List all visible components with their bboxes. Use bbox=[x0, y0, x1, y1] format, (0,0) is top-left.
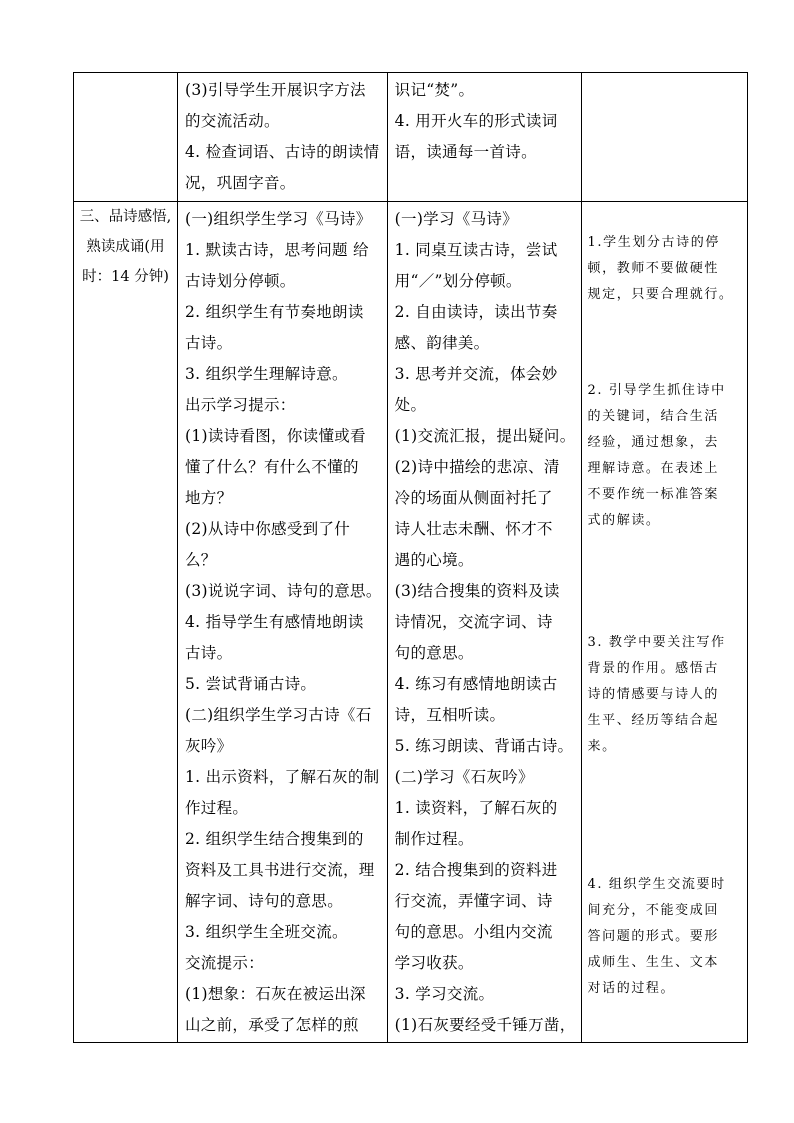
text-line: 3. 组织学生全班交流。 bbox=[185, 923, 348, 941]
text-line: 灰吟》 bbox=[185, 737, 233, 755]
text-line: 冷的场面从侧面衬托了 bbox=[394, 489, 553, 507]
text-line: 古诗。 bbox=[185, 644, 233, 662]
note-line: 诗的情感要与诗人的 bbox=[587, 687, 719, 702]
text-line: 1. 出示资料，了解石灰的制 bbox=[185, 768, 380, 786]
note-spacer bbox=[588, 308, 742, 378]
text-line: 4. 练习有感情地朗读古 bbox=[394, 675, 558, 693]
note-line: 1.学生划分古诗的停 bbox=[587, 235, 720, 250]
text-line: (1)读诗看图，你读懂或看 bbox=[185, 427, 366, 445]
phase-cell bbox=[74, 202, 178, 1043]
note-line: 经验，通过想象，去 bbox=[587, 435, 719, 450]
text-line: (3)结合搜集的资料及读 bbox=[394, 582, 560, 600]
phase-label: 熟读成诵(用 bbox=[86, 239, 165, 255]
text-line: 学习收获。 bbox=[394, 954, 474, 972]
text-line: 行交流，弄懂字词、诗 bbox=[394, 892, 553, 910]
text-line: 2. 自由读诗，读出节奏 bbox=[394, 303, 558, 321]
text-line: (3)说说字词、诗句的意思。 bbox=[185, 582, 382, 600]
note-line: 不要作统一标准答案 bbox=[587, 487, 719, 502]
text-line: 3. 思考并交流，体会妙 bbox=[394, 365, 558, 383]
text-line: 4. 检查词语、古诗的朗读情 bbox=[185, 143, 380, 161]
text-line: 的交流活动。 bbox=[185, 112, 280, 130]
design-note bbox=[588, 872, 742, 1002]
text-line: (1)石灰要经受千锤万凿， bbox=[394, 1016, 576, 1034]
design-note-cell bbox=[581, 202, 747, 1043]
text-line: 出示学习提示： bbox=[185, 396, 296, 414]
text-line: 地方？ bbox=[185, 489, 233, 507]
text-line: 用“／”划分停顿。 bbox=[394, 272, 522, 290]
lesson-plan-table bbox=[73, 72, 748, 1043]
text-line: 懂了什么？有什么不懂的 bbox=[185, 458, 359, 476]
note-line: 式的解读。 bbox=[587, 513, 661, 528]
text-line: 诗情况，交流字词、诗 bbox=[394, 613, 553, 631]
text-line: 2. 组织学生有节奏地朗读 bbox=[185, 303, 364, 321]
text-line: 况，巩固字音。 bbox=[185, 174, 296, 192]
text-line: 2. 结合搜集到的资料进 bbox=[394, 861, 558, 879]
text-line: 1. 读资料，了解石灰的 bbox=[394, 799, 558, 817]
text-line: 语，读通每一首诗。 bbox=[394, 143, 537, 161]
note-line: 顿，教师不要做硬性 bbox=[587, 261, 719, 276]
text-line: 诗，互相听读。 bbox=[394, 706, 506, 724]
text-line: 4. 用开火车的形式读词 bbox=[394, 112, 558, 130]
note-spacer bbox=[588, 534, 742, 630]
text-line: 感、韵律美。 bbox=[394, 334, 490, 352]
note-line: 背景的作用。感悟古 bbox=[587, 661, 719, 676]
note-line: 来。 bbox=[587, 739, 617, 754]
note-line: 理解诗意。在表述上 bbox=[587, 461, 719, 476]
student-activity-cell bbox=[387, 73, 581, 202]
text-line: 诗人壮志未酬、怀才不 bbox=[394, 520, 553, 538]
design-note bbox=[588, 378, 742, 534]
note-line: 生平、经历等结合起 bbox=[587, 713, 719, 728]
text-line: 识记“焚”。 bbox=[394, 81, 475, 99]
note-line: 成师生、生生、文本 bbox=[587, 955, 719, 970]
text-line: (1)想象：石灰在被运出深 bbox=[185, 985, 366, 1003]
text-line: (2)诗中描绘的悲凉、清 bbox=[394, 458, 560, 476]
text-line: 5. 练习朗读、背诵古诗。 bbox=[394, 737, 574, 755]
teacher-activity-cell bbox=[178, 202, 388, 1043]
note-line: 间充分，不能变成回 bbox=[587, 903, 719, 918]
design-note-cell bbox=[581, 73, 747, 202]
table-row bbox=[74, 73, 748, 202]
text-line: 制作过程。 bbox=[394, 830, 474, 848]
note-line: 的关键词，结合生活 bbox=[587, 409, 719, 424]
note-line: 3. 教学中要关注写作 bbox=[587, 635, 726, 650]
text-line: 交流提示： bbox=[185, 954, 265, 972]
note-line: 对话的过程。 bbox=[587, 981, 676, 996]
text-line: 古诗。 bbox=[185, 334, 233, 352]
text-line: 作过程。 bbox=[185, 799, 249, 817]
text-line: (3)引导学生开展识字方法 bbox=[185, 81, 366, 99]
table-row bbox=[74, 202, 748, 1043]
text-line: (一)组织学生学习《马诗》 bbox=[185, 210, 372, 228]
text-line: 么？ bbox=[185, 551, 217, 569]
teacher-activity-cell bbox=[178, 73, 388, 202]
text-line: 4. 指导学生有感情地朗读 bbox=[185, 613, 364, 631]
text-line: 5. 尝试背诵古诗。 bbox=[185, 675, 317, 693]
text-line: 3. 学习交流。 bbox=[394, 985, 495, 1003]
text-line: 句的意思。小组内交流 bbox=[394, 923, 553, 941]
text-line: 遇的心境。 bbox=[394, 551, 474, 569]
design-note bbox=[588, 230, 742, 308]
text-line: (二)组织学生学习古诗《石 bbox=[185, 706, 372, 724]
text-line: (2)从诗中你感受到了什 bbox=[185, 520, 351, 538]
phase-cell-empty bbox=[74, 73, 178, 202]
text-line: (二)学习《石灰吟》 bbox=[394, 768, 534, 786]
note-line: 4. 组织学生交流要时 bbox=[587, 877, 726, 892]
text-line: 1. 默读古诗，思考问题 给 bbox=[185, 241, 369, 259]
note-spacer bbox=[588, 760, 742, 872]
text-line: 资料及工具书进行交流，理 bbox=[185, 861, 375, 879]
note-line: 2. 引导学生抓住诗中 bbox=[587, 383, 726, 398]
text-line: 解字词、诗句的意思。 bbox=[185, 892, 344, 910]
note-line: 答问题的形式。要形 bbox=[587, 929, 719, 944]
text-line: 3. 组织学生理解诗意。 bbox=[185, 365, 348, 383]
text-line: (1)交流汇报，提出疑问。 bbox=[394, 427, 576, 445]
text-line: (一)学习《马诗》 bbox=[394, 210, 518, 228]
student-activity-cell bbox=[387, 202, 581, 1043]
phase-label: 三、品诗感悟, bbox=[79, 209, 172, 225]
text-line: 古诗划分停顿。 bbox=[185, 272, 296, 290]
text-line: 句的意思。 bbox=[394, 644, 474, 662]
phase-label: 时：14 分钟) bbox=[82, 269, 169, 285]
text-line: 2. 组织学生结合搜集到的 bbox=[185, 830, 364, 848]
text-line: 处。 bbox=[394, 396, 427, 414]
text-line: 1. 同桌互读古诗，尝试 bbox=[394, 241, 558, 259]
design-note bbox=[588, 630, 742, 760]
text-line: 山之前，承受了怎样的煎 bbox=[185, 1016, 359, 1034]
note-line: 规定，只要合理就行。 bbox=[587, 287, 734, 302]
